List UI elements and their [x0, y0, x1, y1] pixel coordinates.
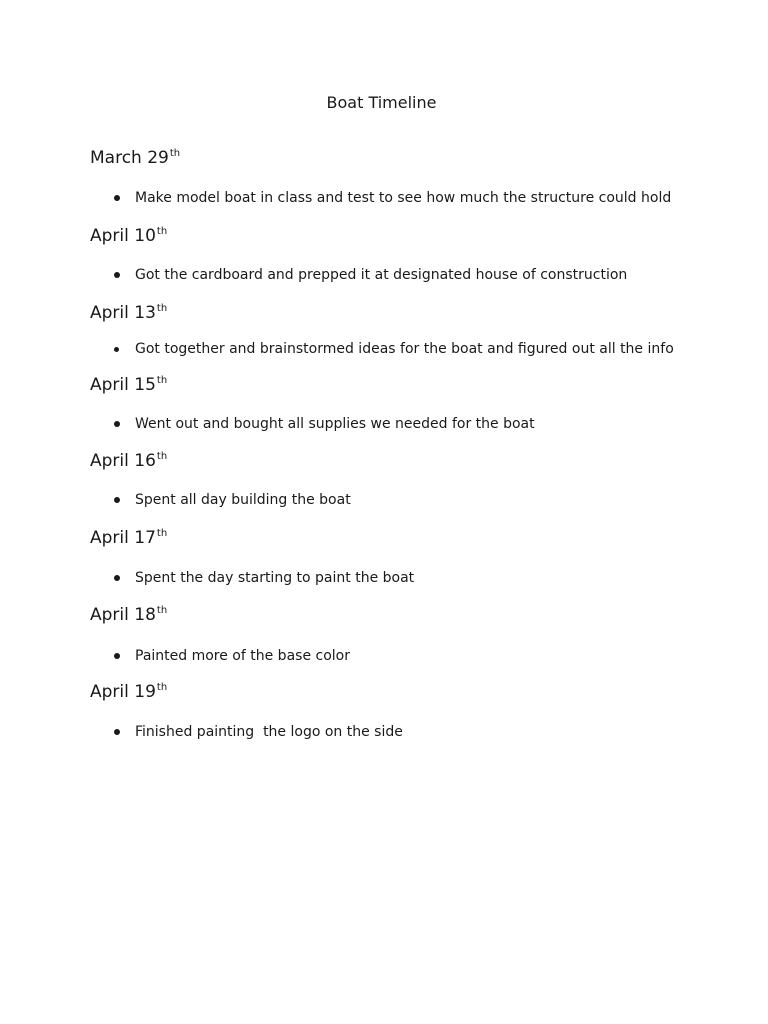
entry-date-april-10	[90, 225, 167, 247]
date-suffix: th	[156, 303, 168, 314]
entry-item: Went out and bought all supplies we needed for the boat	[135, 416, 535, 432]
entry-date-text: April 10	[90, 226, 156, 246]
entry-date-april-18	[90, 604, 167, 626]
date-suffix: th	[156, 682, 168, 693]
date-suffix: th	[156, 451, 168, 462]
entry-date-april-15	[90, 374, 167, 396]
entry-date-text: March 29	[90, 148, 169, 168]
date-suffix: th	[156, 605, 168, 616]
entry-item: Make model boat in class and test to see how much the structure could hold	[135, 190, 672, 206]
entry-date-april-17	[90, 527, 167, 549]
entry-date-text: April 16	[90, 451, 156, 471]
bullet-icon	[114, 497, 120, 503]
entry-date-april-13	[90, 302, 167, 324]
entry-item: Got the cardboard and prepped it at designated house of construction	[135, 267, 628, 283]
entry-date-april-16	[90, 450, 167, 472]
entry-date-text: April 17	[90, 528, 156, 548]
entry-date-text: April 13	[90, 303, 156, 323]
date-suffix: th	[156, 375, 168, 386]
entry-item: Spent all day building the boat	[135, 492, 351, 508]
bullet-icon	[114, 653, 120, 659]
entry-item: Spent the day starting to paint the boat	[135, 570, 415, 586]
entry-item: Got together and brainstormed ideas for the boat and figured out all the info	[135, 341, 674, 357]
entry-item: Finished painting the logo on the side	[135, 724, 403, 740]
entry-date-april-19	[90, 681, 167, 703]
entry-date-text: April 15	[90, 375, 156, 395]
bullet-icon	[114, 195, 120, 201]
date-suffix: th	[169, 148, 181, 159]
bullet-icon	[114, 272, 120, 278]
entry-date-text: April 18	[90, 605, 156, 625]
date-suffix: th	[156, 528, 168, 539]
page-title: Boat Timeline	[326, 93, 437, 112]
date-suffix: th	[156, 226, 168, 237]
bullet-icon	[114, 421, 120, 427]
bullet-icon	[114, 575, 120, 581]
entry-item: Painted more of the base color	[135, 648, 350, 664]
bullet-icon	[114, 729, 120, 735]
entry-date-march-29	[90, 147, 180, 169]
entry-date-text: April 19	[90, 682, 156, 702]
bullet-icon	[114, 347, 119, 352]
